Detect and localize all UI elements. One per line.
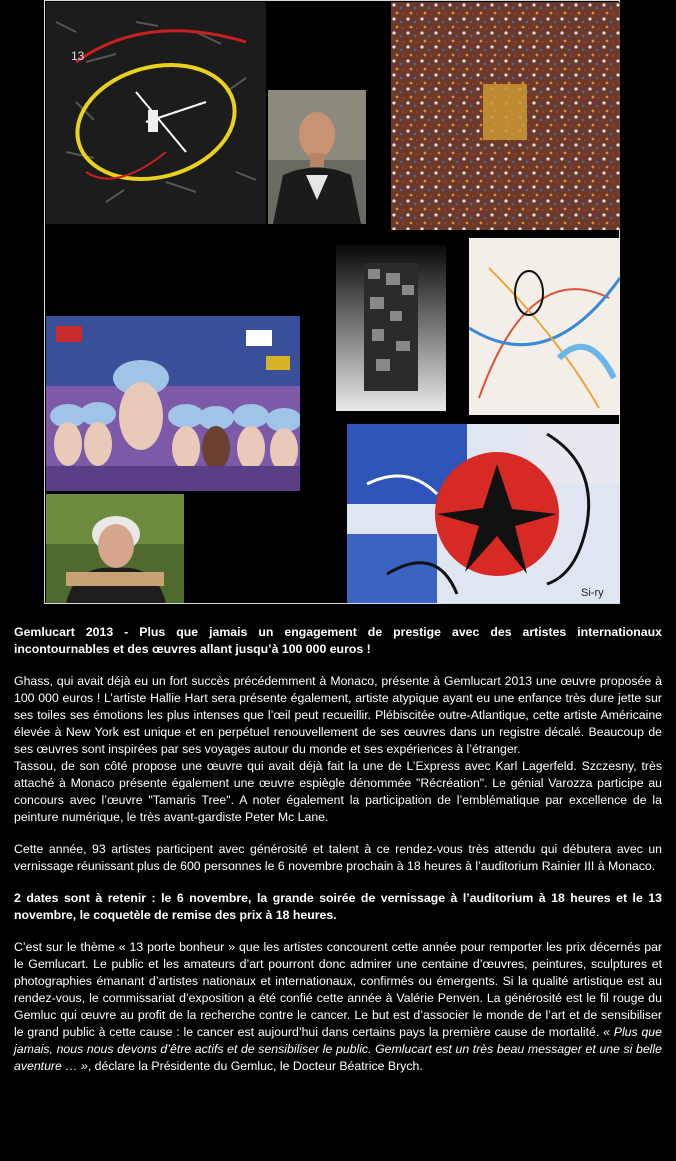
article-paragraph-3: Cette année, 93 artistes participent avec générosité et talent à ce rendez-vous très attendu qui débutera avec un vernissage réunissant plus de 600 personnes le 6 novembre prochain à 18 heures à l’auditorium Rainier III à Monaco. <box>14 842 662 873</box>
artist-portrait-man <box>268 90 366 224</box>
artwork-dark-abstract <box>46 2 266 224</box>
article-paragraph-1: Ghass, qui avait déjà eu un fort succès précédemment à Monaco, présente à Gemlucart 2013 une œuvre proposée à 100 000 euros ! L’artiste Hallie Hart sera présente également, artiste atypique ayant eu une enfance très dure jette sur ses toiles ses émotions les plus intenses que l’œil peut recueillir. Plébiscitée outre-Atlantique, cette artiste Américaine élevée à New York est unique et en perpétuel renouvellement de ses œuvres dans un registre décalé. Beaucoup de ses œuvres sont inspirées par ses voyages autour du monde et ses expériences à l’étranger. <box>14 674 662 756</box>
paragraph-5-text: C’est sur le thème « 13 porte bonheur » que les artistes concourent cette année pour remporter les prix décernés par le Gemlucart. Le public et les amateurs d’art pourront donc admirer une centaine d’œuvres, peintures, sculptures et photographies émanant d’artistes nationaux et internationaux, confirmés ou émergents. Si la qualité artistique est au rendez-vous, le commissariat d’exposition a été confié cette année à Valérie Penven. La générosité est le fil rouge du Gemluc qui œuvre au profit de la recherche contre le cancer. Le but est d’associer le monde de l’art et de sensibiliser le grand public à cette cause : le cancer est aujourd’hui dans certains pays la première cause de mortalité. <box>14 940 662 1039</box>
article-paragraph-2: Tassou, de son côté propose une œuvre qui avait déjà fait la une de L’Express avec Karl Lagerfeld. Szczesny, très attaché à Monaco présente également une œuvre espiègle dénommée "Récréation". Le génial Varozza participe au concours avec l’œuvre "Tamaris Tree". A noter également la participation de l’emblématique par excellence de la peinture numérique, le très avant-gardiste Peter Mc Lane. <box>14 759 662 824</box>
artwork-digital-faces <box>46 316 300 491</box>
article-paragraph-dates: 2 dates sont à retenir : le 6 novembre, la grande soirée de vernissage à l’auditorium à 18 heures et le 13 novembre, le coquetèle de remise des prix à 18 heures. <box>14 891 662 922</box>
artwork-collage <box>44 0 620 604</box>
article-headline: Gemlucart 2013 - Plus que jamais un engagement de prestige avec des artistes internationaux incontournables et des œuvres allant jusqu’à 100 000 euros ! <box>14 625 662 656</box>
paragraph-5-attribution: , déclare la Présidente du Gemluc, le Docteur Béatrice Brych. <box>87 1059 423 1073</box>
article-paragraph-5 <box>14 939 662 1075</box>
svg-text:13: 13 <box>71 49 85 63</box>
painting-signature: Si-ry <box>581 587 604 599</box>
artwork-dotted-abstract <box>391 2 620 230</box>
artwork-colorful-lines <box>469 238 620 415</box>
artwork-red-flower-painting <box>347 424 620 603</box>
president-quote: « Plus que jamais, nous nous devons d’être actifs et de sensibiliser le public. Gemlucart est un très beau messager et une si belle aventure … » <box>14 1025 662 1073</box>
article-body <box>14 624 662 1090</box>
artist-portrait-older-man <box>46 494 184 603</box>
artwork-sculpture <box>336 245 446 411</box>
